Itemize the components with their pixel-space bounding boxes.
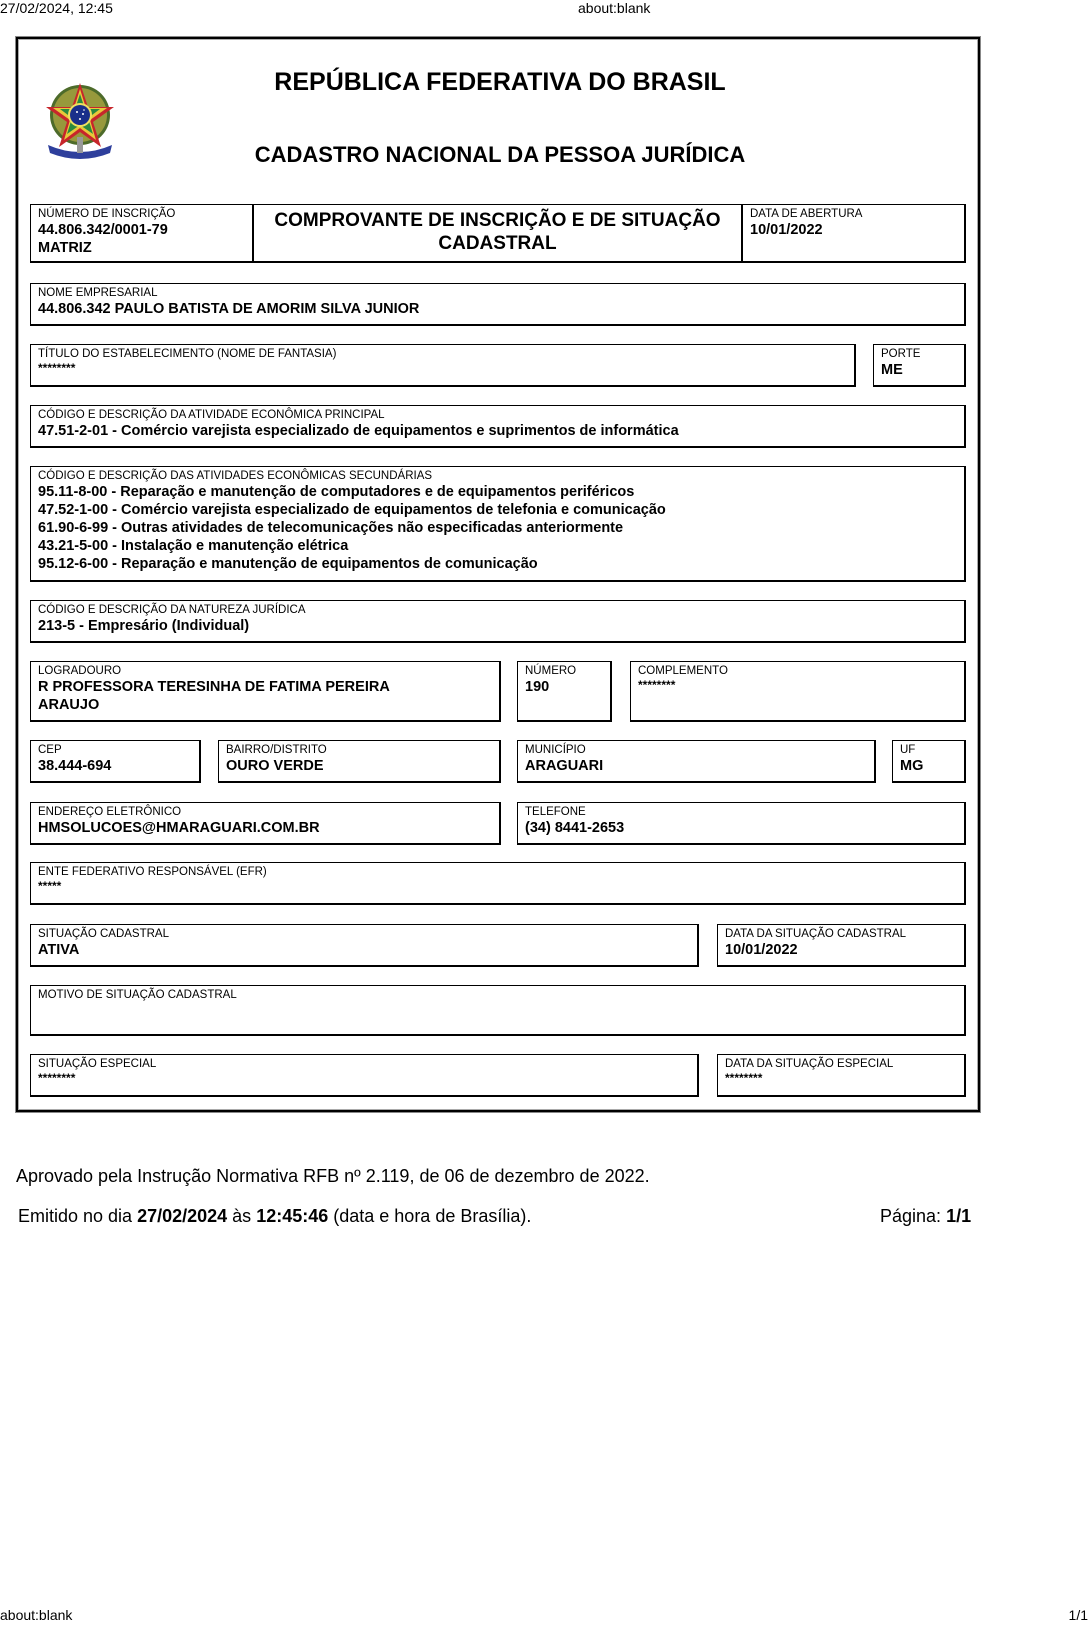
complemento-label: COMPLEMENTO	[638, 665, 728, 677]
email-box	[30, 802, 501, 845]
titulo-estabelecimento-box	[30, 344, 856, 387]
telefone-value: (34) 8441-2653	[525, 820, 625, 836]
natureza-juridica-label: CÓDIGO E DESCRIÇÃO DA NATUREZA JURÍDICA	[38, 604, 306, 616]
emission-prefix: Emitido no dia	[18, 1206, 138, 1226]
atividades-secundarias-box	[30, 466, 966, 582]
nome-empresarial-value: 44.806.342 PAULO BATISTA DE AMORIM SILVA JUNIOR	[38, 301, 420, 317]
situacao-especial-box	[30, 1054, 699, 1097]
efr-value: *****	[38, 879, 62, 893]
bairro-box	[218, 740, 501, 783]
page-label: Página:	[880, 1206, 947, 1226]
cep-label: CEP	[38, 744, 62, 756]
data-situacao-cadastral-box	[717, 924, 966, 967]
telefone-label: TELEFONE	[525, 806, 586, 818]
logradouro-line2: ARAUJO	[38, 697, 100, 713]
emission-info	[18, 1206, 531, 1227]
comprovante-title-line2: CADASTRAL	[438, 233, 557, 254]
telefone-box	[517, 802, 966, 845]
cnpj-value: 44.806.342/0001-79	[38, 222, 168, 238]
emission-suffix: (data e hora de Brasília).	[328, 1206, 532, 1226]
efr-box	[30, 862, 966, 905]
complemento-box	[630, 661, 966, 722]
situacao-cadastral-box	[30, 924, 699, 967]
atividades-secundarias-label: CÓDIGO E DESCRIÇÃO DAS ATIVIDADES ECONÔMICAS SECUNDÁRIAS	[38, 470, 433, 482]
atividade-secundaria-item: 47.52-1-00 - Comércio varejista especializado de equipamentos de telefonia e comunicação	[38, 502, 666, 518]
situacao-cadastral-label: SITUAÇÃO CADASTRAL	[38, 928, 169, 940]
print-header-datetime: 27/02/2024, 12:45	[0, 0, 113, 16]
uf-value: MG	[900, 758, 924, 774]
natureza-juridica-value: 213-5 - Empresário (Individual)	[38, 618, 250, 634]
natureza-juridica-box	[30, 600, 966, 643]
inscricao-label: NÚMERO DE INSCRIÇÃO	[38, 208, 176, 220]
cep-box	[30, 740, 201, 783]
abertura-label: DATA DE ABERTURA	[750, 208, 863, 220]
country-title: REPÚBLICA FEDERATIVA DO BRASIL	[274, 68, 726, 96]
page-indicator	[880, 1206, 971, 1227]
nome-empresarial-label: NOME EMPRESARIAL	[38, 287, 158, 299]
atividade-secundaria-item: 95.11-8-00 - Reparação e manutenção de computadores e de equipamentos periféricos	[38, 484, 635, 500]
data-situacao-cadastral-label: DATA DA SITUAÇÃO CADASTRAL	[725, 928, 907, 940]
situacao-cadastral-value: ATIVA	[38, 942, 80, 958]
data-situacao-cadastral-value: 10/01/2022	[725, 942, 798, 958]
approval-note: Aprovado pela Instrução Normativa RFB nº 2.119, de 06 de dezembro de 2022.	[16, 1166, 650, 1186]
municipio-box	[517, 740, 876, 783]
coat-of-arms-of-brazil-icon	[40, 77, 120, 161]
atividade-principal-box	[30, 405, 966, 448]
situacao-especial-value: ********	[38, 1071, 76, 1085]
motivo-situacao-box	[30, 985, 966, 1036]
atividade-principal-value: 47.51-2-01 - Comércio varejista especializado de equipamentos e suprimentos de informática	[38, 423, 679, 439]
data-situacao-especial-label: DATA DA SITUAÇÃO ESPECIAL	[725, 1058, 894, 1070]
atividade-principal-label: CÓDIGO E DESCRIÇÃO DA ATIVIDADE ECONÔMICA PRINCIPAL	[38, 409, 385, 421]
titulo-estabelecimento-label: TÍTULO DO ESTABELECIMENTO (NOME DE FANTASIA)	[38, 348, 337, 360]
emission-time: 12:45:46	[256, 1206, 329, 1226]
email-label: ENDEREÇO ELETRÔNICO	[38, 806, 182, 818]
porte-value: ME	[881, 362, 903, 378]
matriz-value: MATRIZ	[38, 240, 92, 256]
motivo-situacao-label: MOTIVO DE SITUAÇÃO CADASTRAL	[38, 989, 237, 1001]
logradouro-box	[30, 661, 501, 722]
complemento-value: ********	[638, 678, 676, 692]
abertura-value: 10/01/2022	[750, 222, 823, 238]
print-header-url: about:blank	[578, 0, 651, 16]
efr-label: ENTE FEDERATIVO RESPONSÁVEL (EFR)	[38, 866, 267, 878]
emission-mid: às	[227, 1206, 257, 1226]
municipio-label: MUNICÍPIO	[525, 744, 586, 756]
inscricao-box	[30, 204, 254, 263]
email-value: HMSOLUCOES@HMARAGUARI.COM.BR	[38, 820, 320, 836]
data-situacao-especial-value: ********	[725, 1071, 763, 1085]
atividade-secundaria-item: 95.12-6-00 - Reparação e manutenção de equipamentos de comunicação	[38, 556, 538, 572]
comprovante-title-box	[253, 204, 743, 263]
numero-box	[517, 661, 612, 722]
cep-value: 38.444-694	[38, 758, 112, 774]
emission-date: 27/02/2024	[137, 1206, 228, 1226]
registry-title: CADASTRO NACIONAL DA PESSOA JURÍDICA	[254, 142, 746, 167]
bairro-value: OURO VERDE	[226, 758, 324, 774]
comprovante-title-line1: COMPROVANTE DE INSCRIÇÃO E DE SITUAÇÃO	[274, 210, 721, 231]
atividade-secundaria-item: 43.21-5-00 - Instalação e manutenção elétrica	[38, 538, 349, 554]
print-footer-url: about:blank	[0, 1607, 73, 1623]
print-footer-pages: 1/1	[1068, 1607, 1088, 1623]
numero-value: 190	[525, 679, 550, 695]
situacao-especial-label: SITUAÇÃO ESPECIAL	[38, 1058, 157, 1070]
bairro-label: BAIRRO/DISTRITO	[226, 744, 327, 756]
uf-box	[892, 740, 966, 783]
uf-label: UF	[900, 744, 916, 756]
nome-empresarial-box	[30, 283, 966, 326]
data-situacao-especial-box	[717, 1054, 966, 1097]
logradouro-line1: R PROFESSORA TERESINHA DE FATIMA PEREIRA	[38, 679, 390, 695]
atividade-secundaria-item: 61.90-6-99 - Outras atividades de telecomunicações não especificadas anteriormente	[38, 520, 624, 536]
numero-label: NÚMERO	[525, 665, 577, 677]
logradouro-label: LOGRADOURO	[38, 665, 122, 677]
porte-box	[873, 344, 966, 387]
porte-label: PORTE	[881, 348, 921, 360]
page-value: 1/1	[946, 1206, 972, 1226]
titulo-estabelecimento-value: ********	[38, 361, 76, 375]
abertura-box	[742, 204, 966, 263]
municipio-value: ARAGUARI	[525, 758, 604, 774]
